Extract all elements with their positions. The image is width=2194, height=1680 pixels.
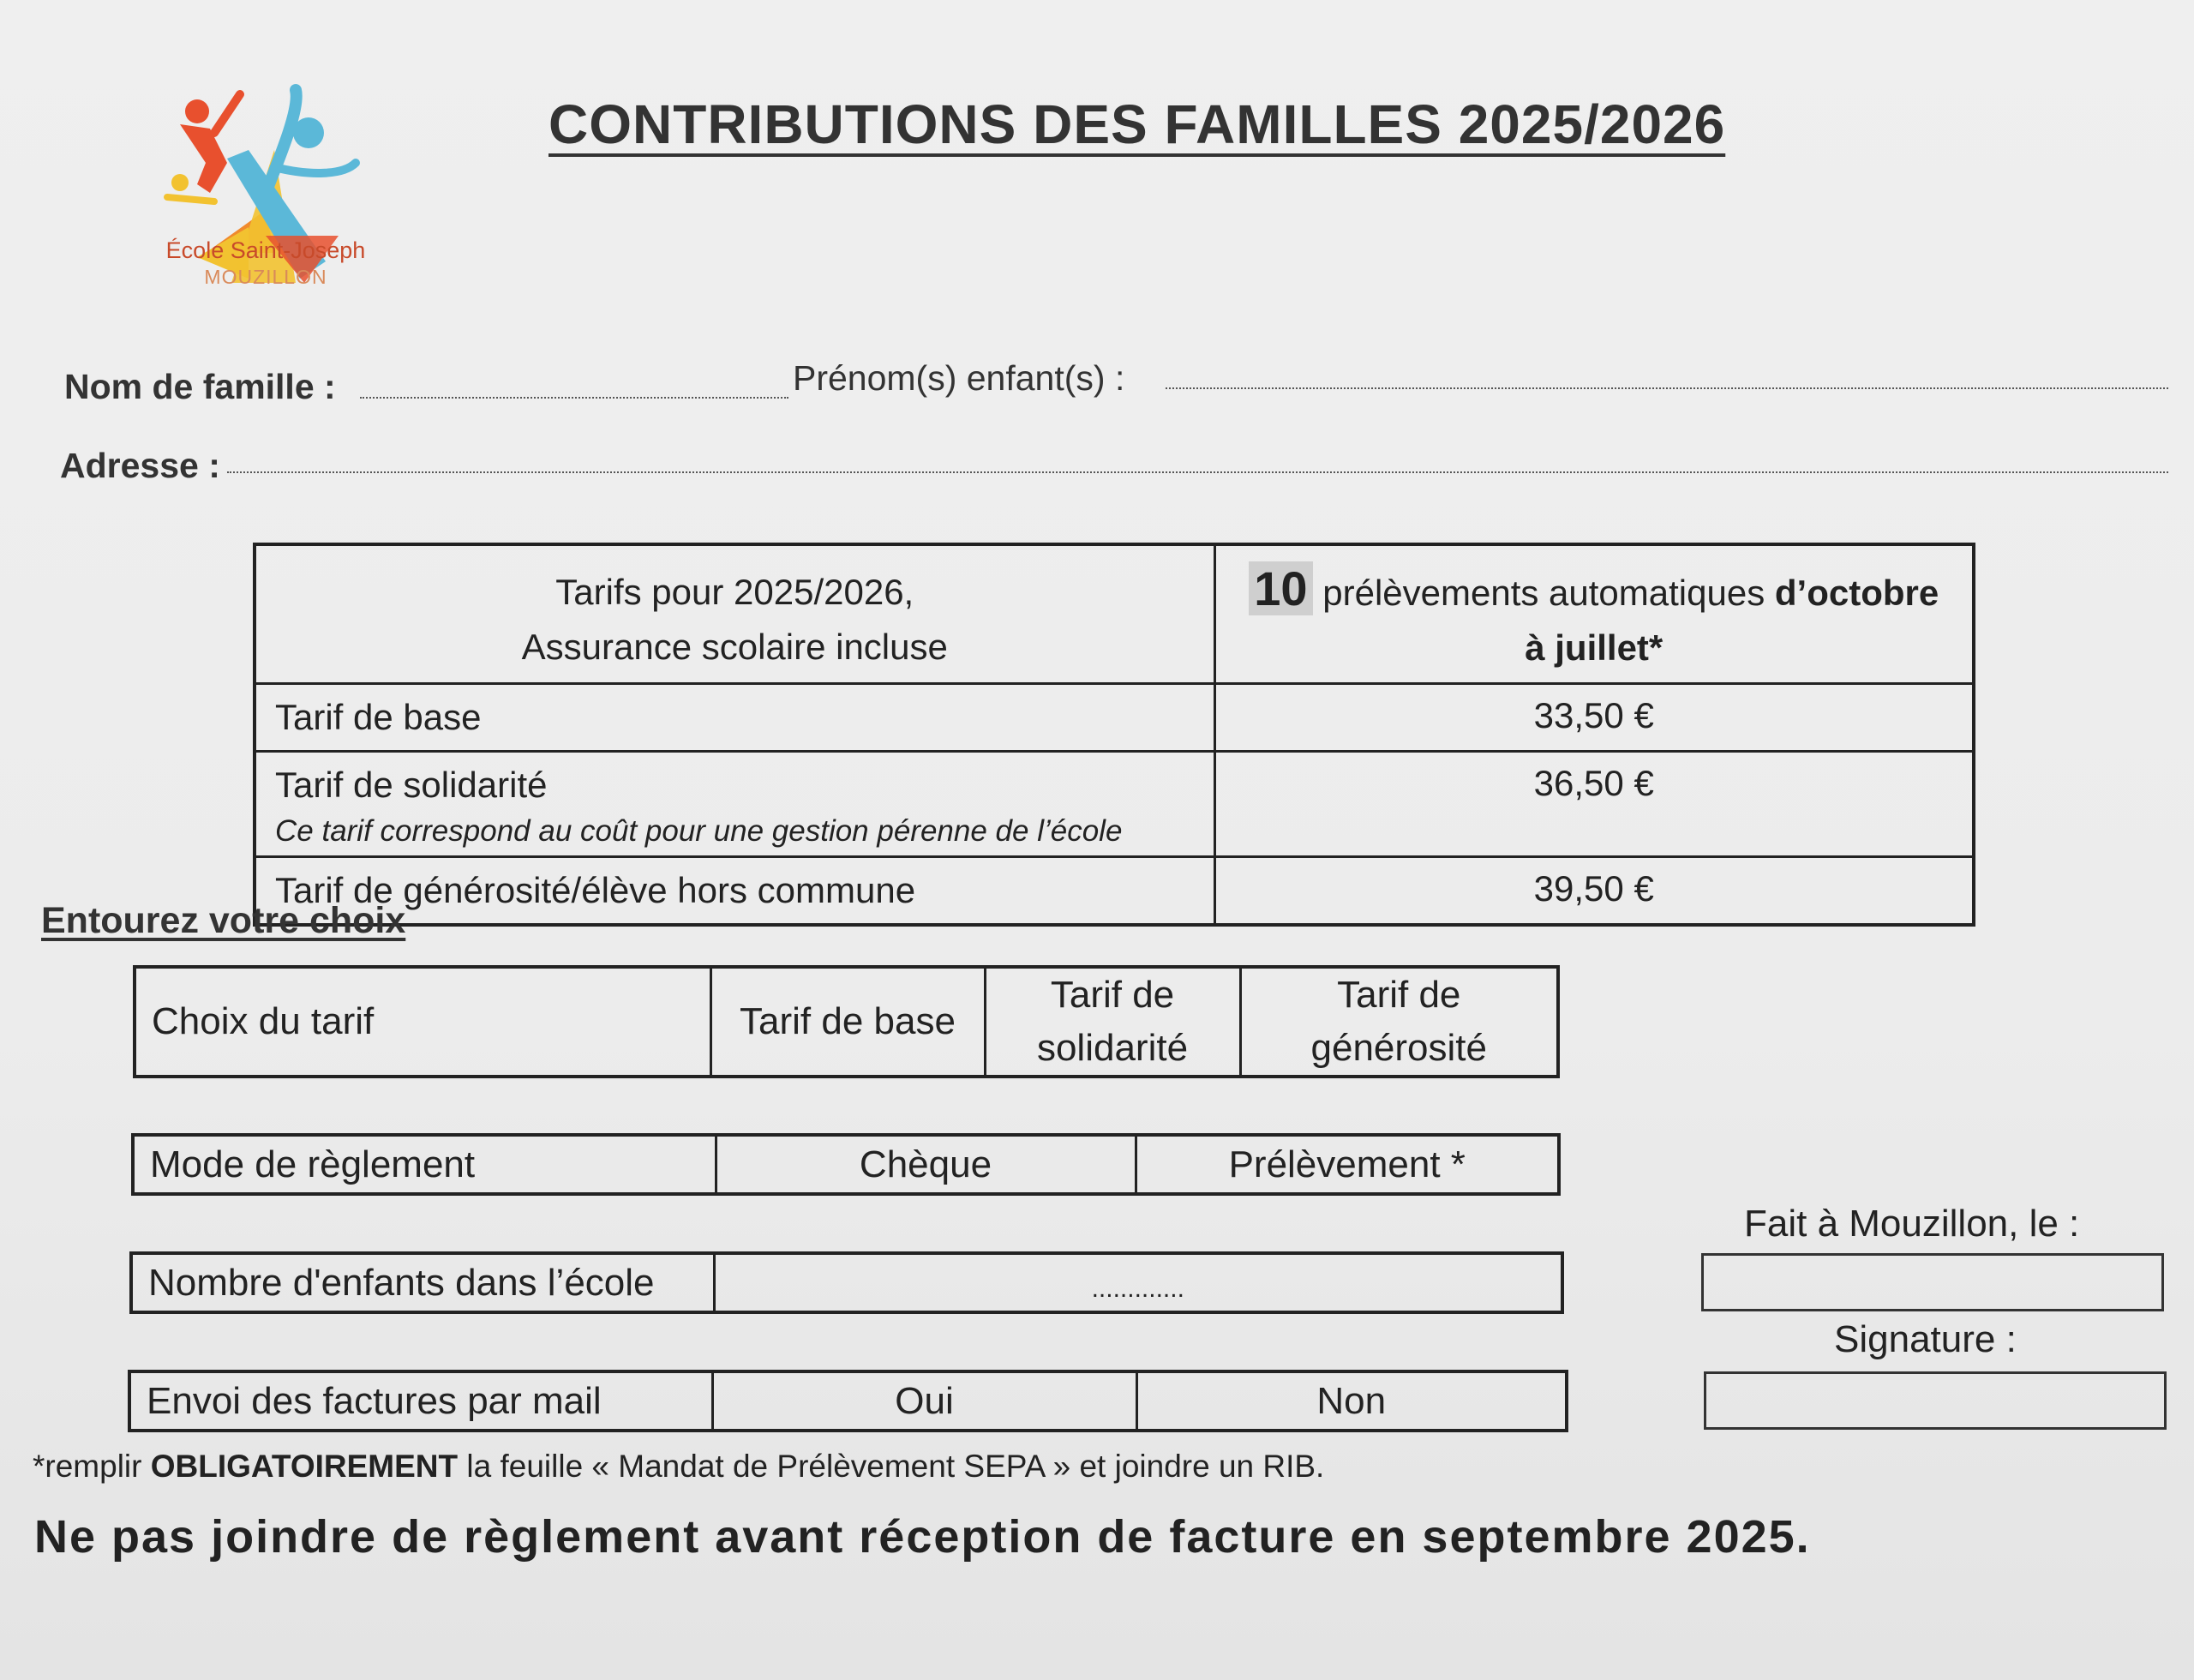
choice-mail-no[interactable]: Non <box>1136 1371 1567 1431</box>
footnote-bold: OBLIGATOIREMENT <box>150 1449 459 1484</box>
choice-line: Tarif de <box>1050 974 1175 1016</box>
signature-field[interactable] <box>1704 1371 2167 1430</box>
table-row <box>255 684 1974 752</box>
tariff-value: 39,50 € <box>1214 857 1974 926</box>
footnote-prefix: *remplir <box>33 1449 142 1484</box>
choice-mail-yes[interactable]: Oui <box>712 1371 1136 1431</box>
payment-mode-table <box>131 1133 1561 1196</box>
address-label: Adresse : <box>60 446 220 485</box>
children-count-label: Nombre d'enfants dans l’école <box>131 1253 714 1312</box>
table-row <box>255 857 1974 926</box>
tariff-label: Tarif de solidarité <box>275 765 548 805</box>
family-name-label: Nom de famille : <box>64 367 336 406</box>
installments-text: prélèvements automatiques <box>1322 573 1765 613</box>
school-name: École Saint-Joseph <box>165 237 366 263</box>
pricing-table <box>253 543 1975 927</box>
footnote-rest: la feuille « Mandat de Prélèvement SEPA » et joindre un RIB. <box>466 1449 1325 1484</box>
school-town: MOUZILLON <box>204 266 327 288</box>
choice-line: Tarif de <box>1337 974 1461 1016</box>
installments-count: 10 <box>1249 561 1312 615</box>
date-field[interactable] <box>1701 1253 2164 1311</box>
choice-cheque[interactable]: Chèque <box>716 1135 1136 1194</box>
children-count-table <box>129 1251 1564 1314</box>
signature-label: Signature : <box>1834 1318 2017 1360</box>
tariff-label-cell <box>255 752 1214 857</box>
children-count-field[interactable]: ............. <box>714 1253 1562 1312</box>
tariff-note: Ce tarif correspond au coût pour une gestion pérenne de l’école <box>275 814 1123 848</box>
choice-direct-debit[interactable]: Prélèvement * <box>1136 1135 1559 1194</box>
address-field[interactable] <box>227 471 2168 473</box>
tariff-choice-table <box>133 965 1560 1078</box>
choice-tariff-solidarity[interactable] <box>985 967 1240 1077</box>
invoice-mail-label: Envoi des factures par mail <box>129 1371 712 1431</box>
payment-mode-label: Mode de règlement <box>133 1135 716 1194</box>
installments-end: à juillet* <box>1525 627 1663 668</box>
pricing-header-line2: Assurance scolaire incluse <box>521 627 948 667</box>
tariff-value: 36,50 € <box>1214 752 1974 857</box>
sepa-footnote <box>33 1449 1324 1485</box>
choice-line: solidarité <box>1036 1027 1189 1069</box>
choice-tariff-generosity[interactable] <box>1240 967 1558 1077</box>
child-first-names-field[interactable] <box>1166 387 2168 389</box>
installments-start: d’octobre <box>1774 573 1939 613</box>
choice-line: générosité <box>1310 1027 1487 1069</box>
place-date-label: Fait à Mouzillon, le : <box>1744 1203 2080 1245</box>
family-name-field[interactable] <box>360 397 788 399</box>
table-row <box>255 752 1974 857</box>
invoice-mail-table <box>128 1370 1568 1432</box>
tariff-label: Tarif de générosité/élève hors commune <box>255 857 1214 926</box>
page-title: CONTRIBUTIONS DES FAMILLES 2025/2026 <box>548 93 1726 155</box>
circle-instruction: Entourez votre choix <box>41 900 406 941</box>
tariff-choice-label: Choix du tarif <box>135 967 710 1077</box>
payment-warning: Ne pas joindre de règlement avant réception de facture en septembre 2025. <box>34 1511 1811 1563</box>
pricing-header-right <box>1214 544 1974 684</box>
tariff-value: 33,50 € <box>1214 684 1974 752</box>
choice-tariff-base[interactable]: Tarif de base <box>710 967 985 1077</box>
child-first-names-label: Prénom(s) enfant(s) : <box>793 358 1125 398</box>
tariff-label: Tarif de base <box>255 684 1214 752</box>
pricing-header-line1: Tarifs pour 2025/2026, <box>555 572 914 612</box>
pricing-header-left <box>255 544 1214 684</box>
